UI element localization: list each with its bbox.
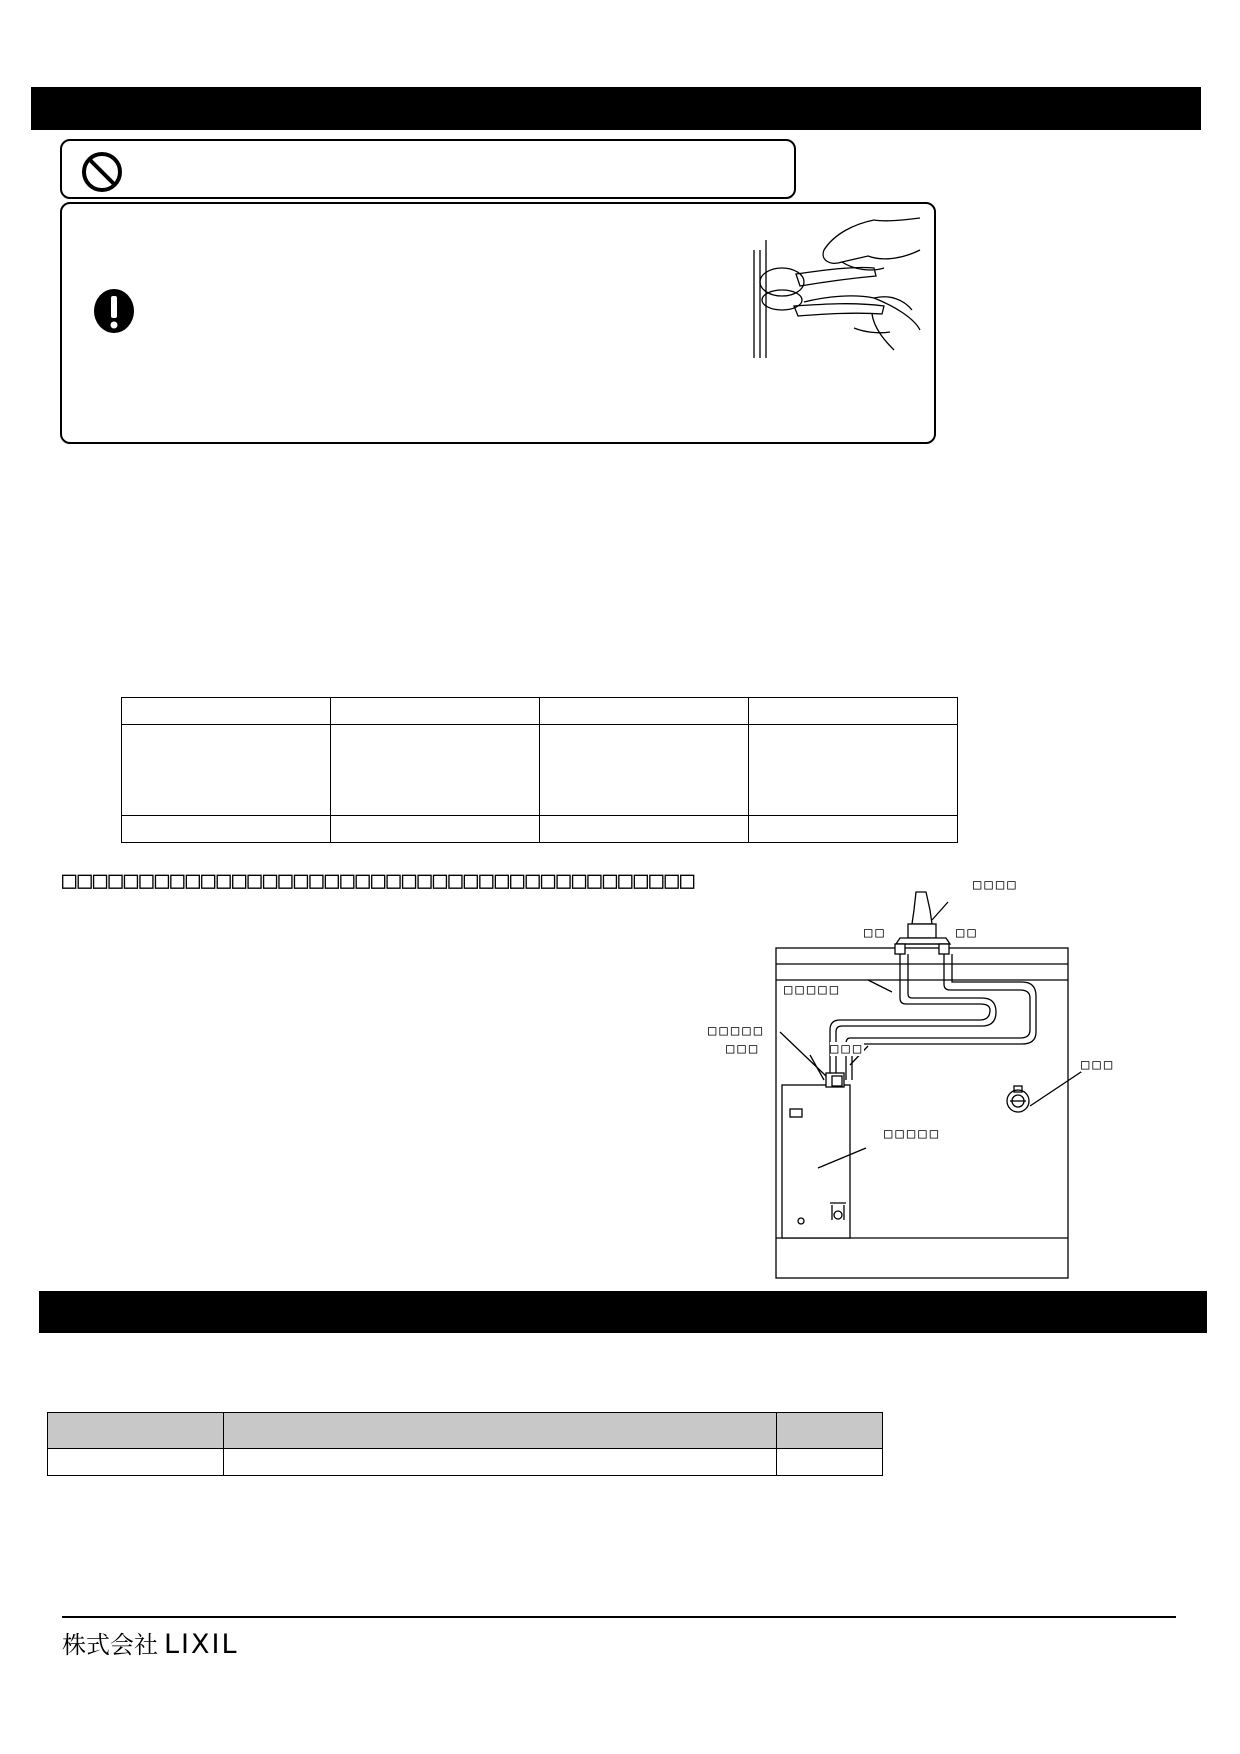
section-header-bar (39, 1291, 1207, 1333)
table-cell (540, 816, 749, 843)
label-right-valve: □□ (956, 925, 979, 941)
table-cell (48, 1449, 224, 1476)
label-connector: □□□□□ (708, 1023, 766, 1039)
label-heater: □□□□□ (884, 1126, 942, 1142)
prohibition-icon (80, 150, 124, 194)
mandatory-notice-box (60, 202, 936, 444)
label-drain: □□□ (1081, 1057, 1116, 1073)
table-cell (749, 698, 958, 725)
table-cell (777, 1449, 883, 1476)
installation-note: □□□□□□□□□□□□□□□□□□□□□□□□□□□□□□□□□□□□□□□□□ (62, 866, 696, 894)
table-cell (122, 816, 331, 843)
brand-name: LIXIL (164, 1629, 239, 1660)
label-pipe: □□□ (830, 1041, 865, 1057)
table-cell (224, 1449, 777, 1476)
table-header-cell (224, 1413, 777, 1449)
table-cell (540, 698, 749, 725)
table-cell (331, 698, 540, 725)
label-hose: □□□□□ (784, 982, 842, 998)
prohibition-notice-box (60, 139, 796, 199)
installation-diagram (700, 877, 1130, 1280)
table-cell (749, 816, 958, 843)
table-cell (749, 725, 958, 816)
table-cell (122, 725, 331, 816)
label-faucet: □□□□ (973, 877, 1019, 893)
table-row (122, 816, 958, 843)
table-cell (331, 816, 540, 843)
table-cell (540, 725, 749, 816)
table-row (122, 725, 958, 816)
company-logo (62, 1625, 239, 1660)
label-left-valve: □□ (864, 925, 887, 941)
label-connector-sub: □□□ (726, 1041, 761, 1057)
section-header-bar (31, 87, 1201, 130)
table-header-cell (777, 1413, 883, 1449)
wrench-tightening-illustration (744, 210, 926, 358)
table-cell (331, 725, 540, 816)
table-cell (122, 698, 331, 725)
table-header-cell (48, 1413, 224, 1449)
table-row (48, 1413, 883, 1449)
exclamation-icon (92, 288, 136, 334)
parts-table (47, 1412, 883, 1476)
table-row (48, 1449, 883, 1476)
table-row (122, 698, 958, 725)
spec-table (121, 697, 958, 843)
footer-divider (62, 1616, 1176, 1618)
company-name: 株式会社 (62, 1631, 158, 1659)
